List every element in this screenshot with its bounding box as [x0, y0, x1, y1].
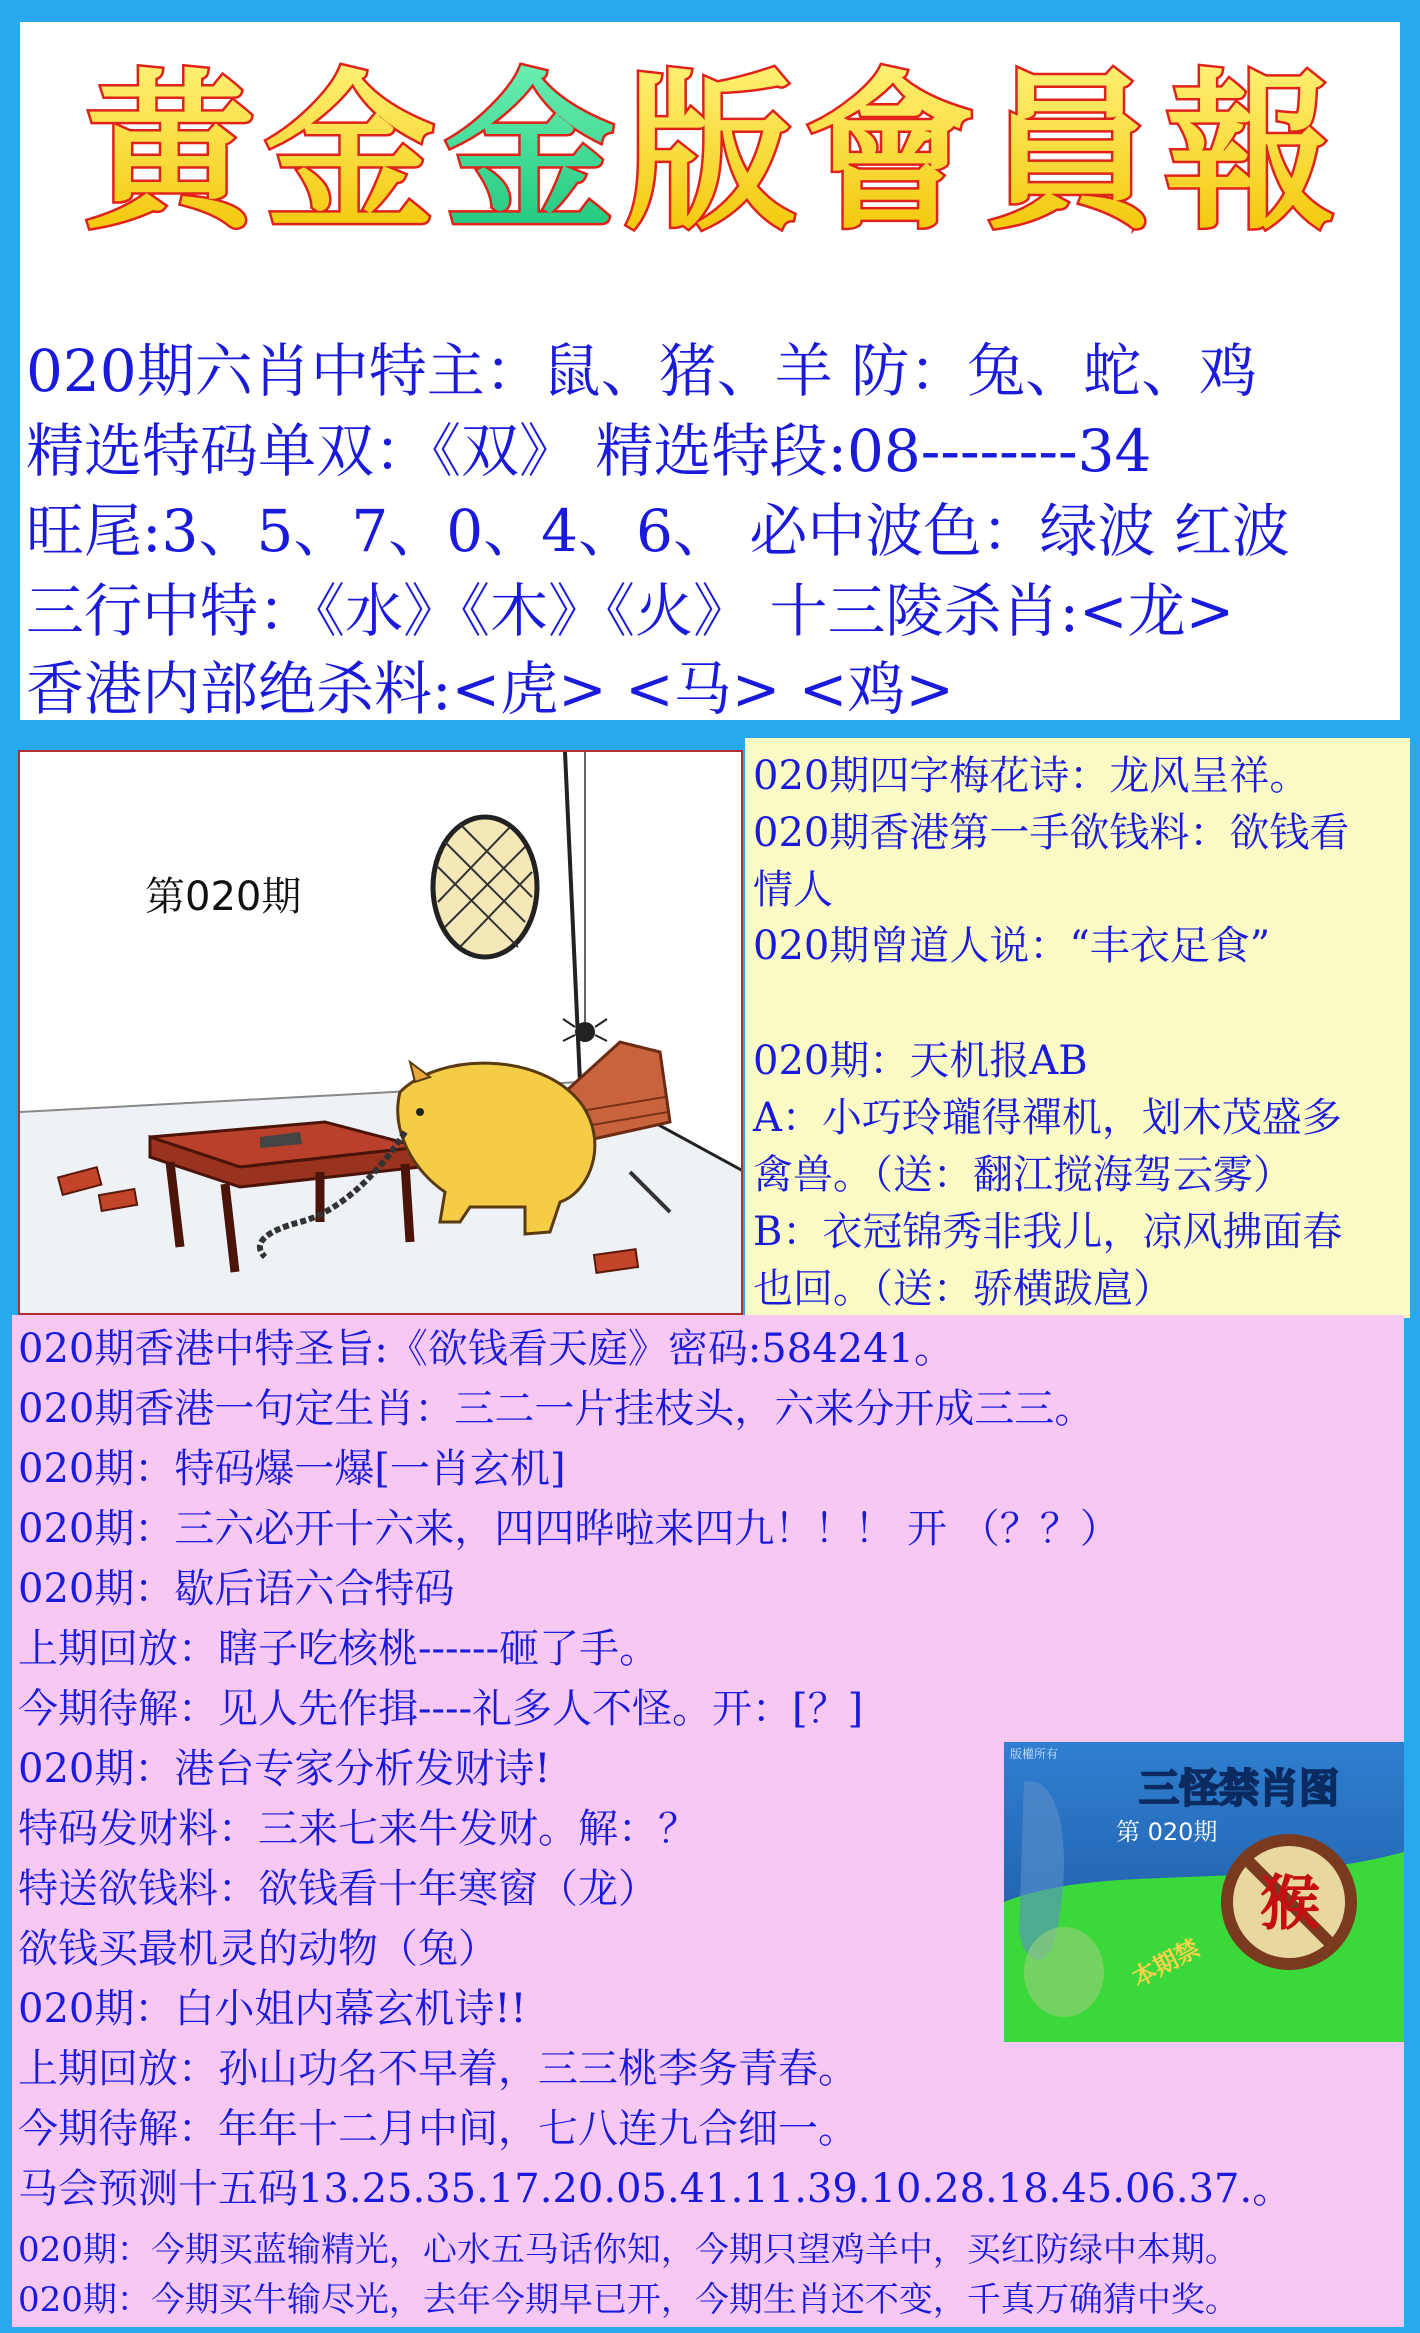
summary-line-4: 三行中特：《水》《木》《火》 十三陵杀肖:<龙> [26, 577, 1235, 645]
illustration [18, 750, 743, 1315]
badge-issue: 第 020期 [1116, 1818, 1218, 1846]
badge-stamp: 本期禁 [1127, 1934, 1205, 1993]
detail-line-17: 020期：今期买牛输尽光，去年今期早已开，今期生肖还不变，千真万确猜中奖。 [18, 2280, 1239, 2320]
header-panel [20, 22, 1400, 723]
title-char-3: 金 [444, 55, 616, 244]
poem-line-8: 禽兽。（送：翻江搅海驾云雾） [753, 1152, 1293, 1198]
detail-line-4: 020期：三六必开十六来，四四晔啦来四九！！！ 开 （？？） [18, 1506, 1120, 1552]
title-char-1: 黄 [84, 55, 256, 244]
poem-line-6: 020期：天机报AB [753, 1038, 1088, 1084]
poem-panel [745, 738, 1410, 1318]
detail-line-3: 020期：特码爆一爆[一肖玄机] [18, 1446, 566, 1492]
detail-line-11: 欲钱买最机灵的动物（兔） [18, 1926, 498, 1972]
title-char-5: 會 [804, 55, 976, 244]
detail-line-12: 020期：白小姐内幕玄机诗!! [18, 1986, 527, 2032]
title-char-7: 報 [1164, 55, 1336, 244]
poem-line-7: A：小巧玲瓏得禪机，划木茂盛多 [753, 1095, 1342, 1141]
poem-line-4: 020期曾道人说：“丰衣足食” [753, 923, 1271, 969]
poem-line-10: 也回。（送：骄横跋扈） [753, 1266, 1173, 1312]
detail-line-6: 上期回放：瞎子吃核桃------砸了手。 [18, 1626, 660, 1672]
summary-line-5: 香港内部绝杀料:<虎> <马> <鸡> [26, 655, 955, 723]
badge-title: 三怪禁肖图 [1139, 1766, 1339, 1812]
masthead-title [80, 44, 1340, 244]
title-char-6: 員 [984, 55, 1156, 244]
prohibited-icon [1227, 1840, 1351, 1964]
pig-room-drawing [20, 752, 743, 1315]
detail-line-8: 020期：港台专家分析发财诗! [18, 1746, 551, 1792]
detail-line-14: 今期待解：年年十二月中间，七八连九合细一。 [18, 2106, 858, 2152]
badge-corner-text: 版權所有 [1010, 1747, 1059, 1761]
summary-line-3: 旺尾:3、5、7、0、4、6、 必中波色：绿波 红波 [26, 497, 1290, 565]
poem-line-1: 020期四字梅花诗：龙风呈祥。 [753, 753, 1310, 799]
detail-line-9: 特码发财料：三来七来牛发财。解：？ [18, 1806, 698, 1852]
detail-line-1: 020期香港中特圣旨:《欲钱看天庭》密码:584241。 [18, 1326, 954, 1372]
poem-line-2: 020期香港第一手欲钱料：欲钱看 [753, 810, 1350, 856]
banned-zodiac-badge [1004, 1742, 1404, 2042]
detail-line-16: 020期：今期买蓝输精光，心水五马话你知，今期只望鸡羊中，买红防绿中本期。 [18, 2230, 1239, 2270]
summary-line-2: 精选特码单双：《双》 精选特段:08--------34 [26, 417, 1152, 485]
title-char-2: 金 [264, 55, 436, 244]
poem-line-3: 情人 [753, 867, 833, 913]
title-char-4: 版 [624, 55, 796, 244]
detail-line-10: 特送欲钱料：欲钱看十年寒窗（龙） [18, 1866, 658, 1912]
detail-line-15: 马会预测十五码13.25.35.17.20.05.41.11.39.10.28.18.45.06.37.。 [18, 2166, 1293, 2212]
detail-line-7: 今期待解：见人先作揖----礼多人不怪。开：[？] [18, 1686, 864, 1732]
detail-line-2: 020期香港一句定生肖：三二一片挂枝头，六来分开成三三。 [18, 1386, 1095, 1432]
summary-line-1: 020期六肖中特主：鼠、猪、羊 防：兔、蛇、鸡 [26, 337, 1258, 405]
poem-line-9: B：衣冠锦秀非我儿，凉风拂面春 [753, 1209, 1343, 1255]
detail-line-13: 上期回放：孙山功名不早着，三三桃李务青春。 [18, 2046, 858, 2092]
detail-line-5: 020期：歇后语六合特码 [18, 1566, 455, 1612]
round-window [433, 817, 537, 957]
badge-animal: 猴 [1260, 1869, 1320, 1939]
issue-caption: 第020期 [145, 874, 302, 920]
